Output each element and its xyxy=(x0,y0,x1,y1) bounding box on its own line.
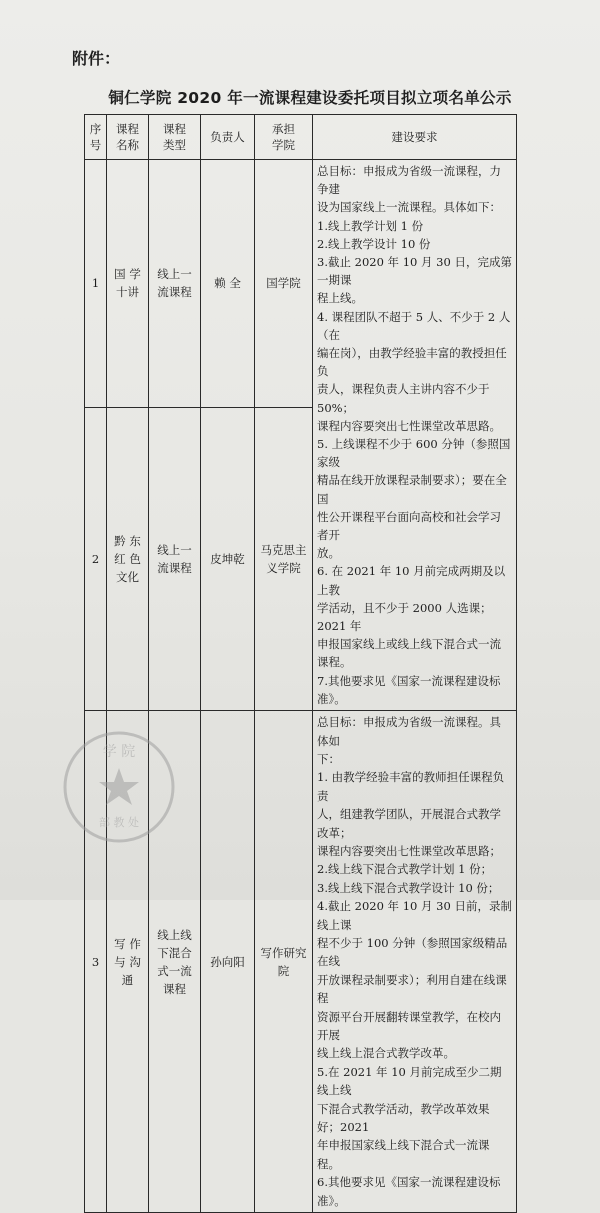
row-course-name: 写 作 与 沟 通 xyxy=(107,711,149,1213)
table-row xyxy=(85,160,517,408)
row-requirements-hybrid: 总目标：申报成为省级一流课程。具体如 下： 1. 由教学经验丰富的教师担任课程负责 人，组建教学团队，开展混合式教学改革； 课程内容要突出七性课堂改革思路； 2.线上线下混合式教学计划 1 份； 3.线上线下混合式教学设计 10 份； 4.截止 2020 年 10 月 30 日前，录制线上课 程不少于 100 分钟（参照国家级精品在线 开放课程录制要求）；利用自建在线课程 资源平台开展翻转课堂教学，在校内开展 线上线上混合式教学改革。 5.在 2021 年 10 月前完成至少二期线上线 下混合式教学活动，教学改革效果好；2021 年申报国家线上线下混合式一流课程。 6.其他要求见《国家一流课程建设标准》。 xyxy=(313,711,517,1213)
row-college: 国学院 xyxy=(255,160,313,408)
stamp-text-bottom: 部 教 处 xyxy=(99,816,139,829)
header-course-type: 课程 类型 xyxy=(149,115,201,160)
table-row xyxy=(85,711,517,1213)
row-no: 2 xyxy=(85,407,107,711)
row-course-type: 线上一 流课程 xyxy=(149,407,201,711)
table-header-row xyxy=(85,115,517,160)
row-no: 1 xyxy=(85,160,107,408)
row-college: 马克思主 义学院 xyxy=(255,407,313,711)
header-course-name: 课程 名称 xyxy=(107,115,149,160)
row-college: 写作研究 院 xyxy=(255,711,313,1213)
attachment-label: 附件： xyxy=(72,49,121,68)
row-course-type: 线上线 下混合 式一流 课程 xyxy=(149,711,201,1213)
row-course-name: 国 学 十讲 xyxy=(107,160,149,408)
row-leader: 孙向阳 xyxy=(201,711,255,1213)
row-no: 3 xyxy=(85,711,107,1213)
row-course-type: 线上一 流课程 xyxy=(149,160,201,408)
row-leader: 赖 全 xyxy=(201,160,255,408)
row-leader: 皮坤乾 xyxy=(201,407,255,711)
stamp-text-top: 学 院 xyxy=(102,744,136,760)
document-title: 铜仁学院 2020 年一流课程建设委托项目拟立项名单公示 xyxy=(108,89,512,107)
project-table xyxy=(84,114,517,1213)
header-no: 序 号 xyxy=(85,115,107,160)
header-college: 承担 学院 xyxy=(255,115,313,160)
header-requirements: 建设要求 xyxy=(313,115,517,160)
header-leader: 负责人 xyxy=(201,115,255,160)
row-requirements-online: 总目标：申报成为省级一流课程，力争建 设为国家线上一流课程。具体如下： 1.线上教学计划 1 份 2.线上教学设计 10 份 3.截止 2020 年 10 月 30 日，完成第一期课 程上线。 4. 课程团队不超于 5 人、不少于 2 人（在 编在岗），由教学经验丰富的教授担任负 责人，课程负责人主讲内容不少于 50%； 课程内容要突出七性课堂改革思路。 5. 上线课程不少于 600 分钟（参照国家级 精品在线开放课程录制要求）；要在全国 性公开课程平台面向高校和社会学习者开 放。 6. 在 2021 年 10 月前完成两期及以上教 学活动，且不少于 2000 人选课；2021 年 申报国家线上或线上线下混合式一流课程。 7.其他要求见《国家一流课程建设标准》。 xyxy=(313,160,517,711)
row-course-name: 黔 东 红 色 文化 xyxy=(107,407,149,711)
